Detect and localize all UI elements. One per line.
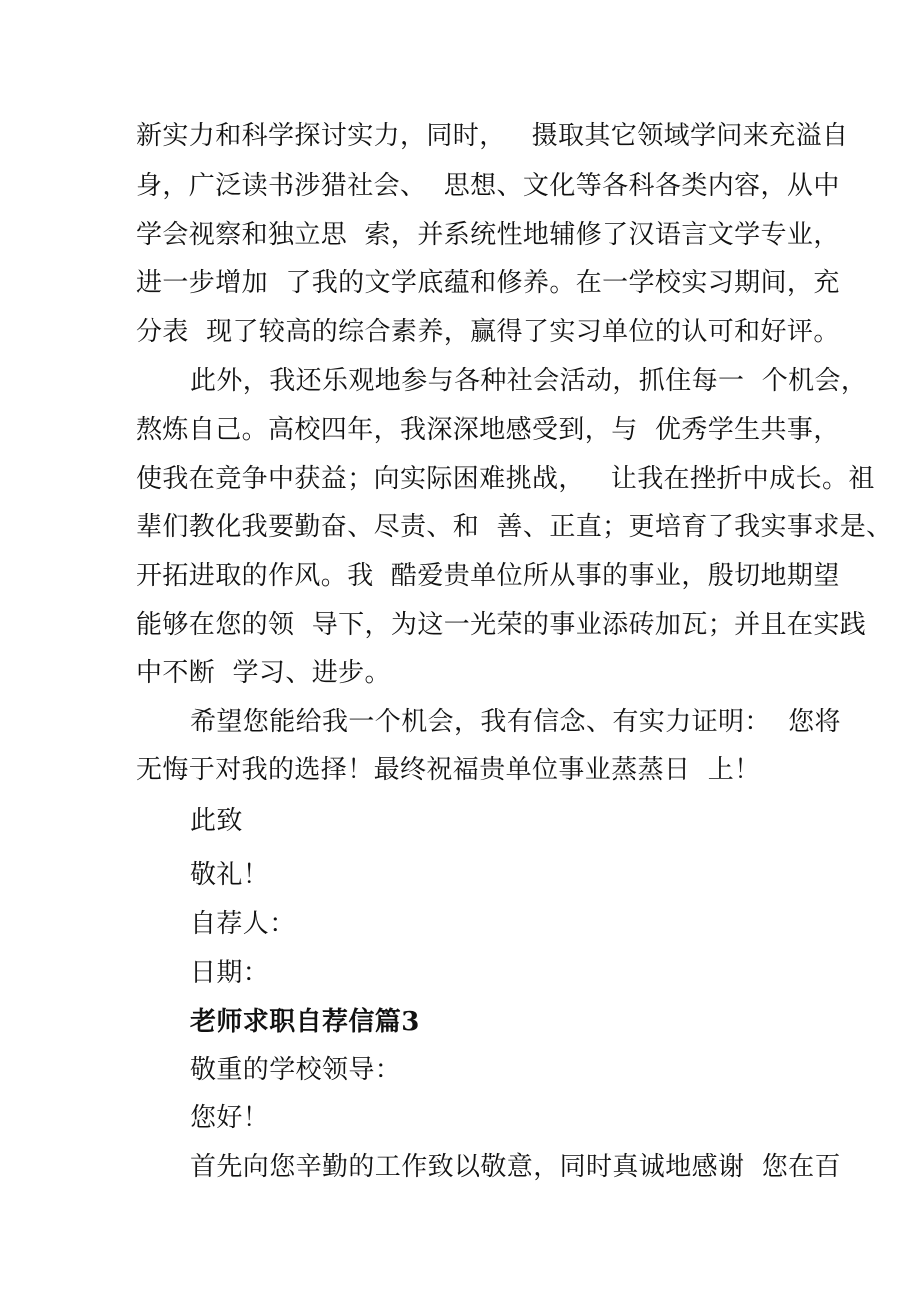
p1-line-3: 学会视察和独立思 索，并系统性地辅修了汉语言文学专业， — [136, 220, 840, 250]
p1-line-1: 新实力和科学探讨实力，同时， 摄取其它领域学问来充溢自 — [136, 121, 849, 151]
signer-label: 自荐人： — [190, 909, 296, 939]
p2-line-3: 使我在竞争中获益；向实际困难挑战， 让我在挫折中成长。祖 — [136, 464, 875, 494]
p1-line-5: 分表 现了较高的综合素养，赢得了实习单位的认可和好评。 — [136, 317, 840, 347]
greeting: 您好！ — [190, 1103, 270, 1133]
p2-line-4: 辈们教化我要勤奋、尽责、和 善、正直；更培育了我实事求是、 — [136, 512, 893, 542]
closing-jingli: 敬礼！ — [190, 860, 270, 890]
p1-line-4: 进一步增加 了我的文学底蕴和修养。在一学校实习期间，充 — [136, 268, 840, 298]
date-label: 日期： — [190, 958, 270, 988]
section-title: 老师求职自荐信篇3 — [190, 1007, 420, 1037]
p2-line-7: 中不断 学习、进步。 — [136, 658, 391, 688]
p2-line-2: 熬炼自己。高校四年，我深深地感受到，与 优秀学生共事， — [136, 415, 840, 445]
p1-line-2: 身，广泛读书涉猎社会、 思想、文化等各科各类内容，从中 — [136, 171, 840, 201]
p3-line-2: 无悔于对我的选择！最终祝福贵单位事业蒸蒸日 上！ — [136, 755, 761, 785]
p2-line-6: 能够在您的领 导下，为这一光荣的事业添砖加瓦；并且在实践 — [136, 610, 867, 640]
letter3-first-line: 首先向您辛勤的工作致以敬意，同时真诚地感谢 您在百 — [190, 1152, 841, 1182]
p2-line-5: 开拓进取的作风。我 酷爱贵单位所从事的事业，殷切地期望 — [136, 561, 840, 591]
salutation: 敬重的学校领导： — [190, 1055, 402, 1085]
closing-cizhi: 此致 — [190, 806, 243, 836]
p3-line-1: 希望您能给我一个机会，我有信念、有实力证明： 您将 — [190, 707, 841, 737]
p2-line-1: 此外，我还乐观地参与各种社会活动，抓住每一 个机会， — [190, 366, 868, 396]
